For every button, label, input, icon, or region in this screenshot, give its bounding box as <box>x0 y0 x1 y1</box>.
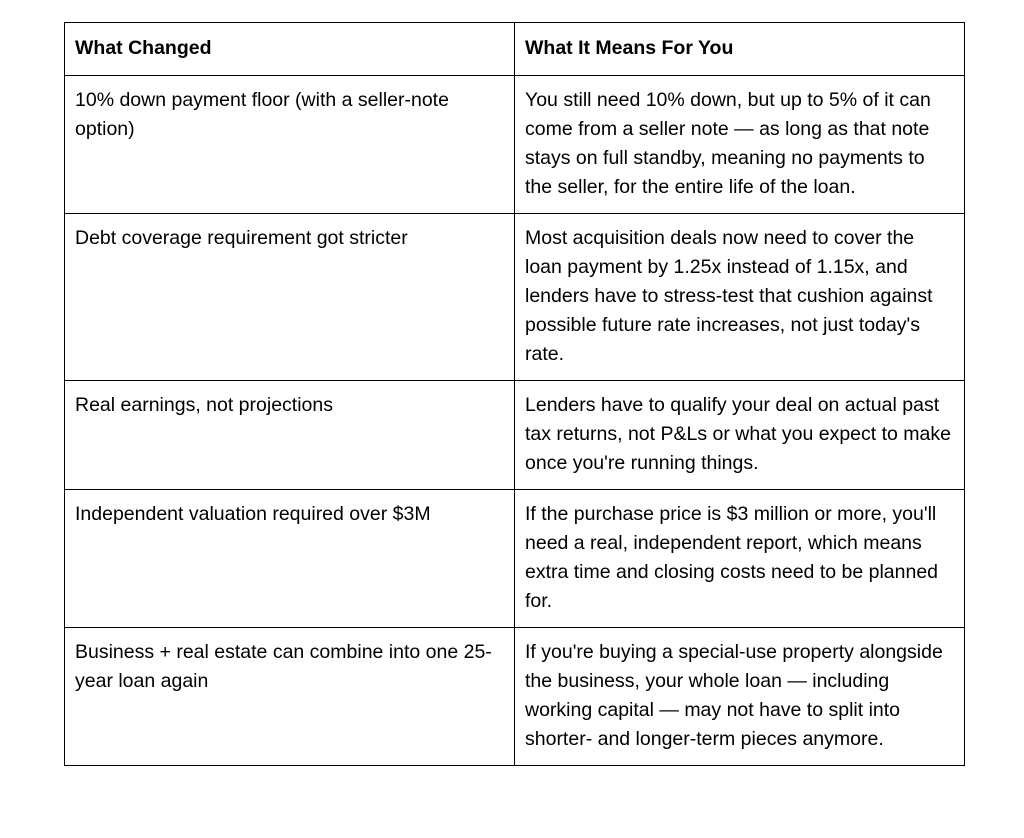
cell-change: Independent valuation required over $3M <box>65 490 515 628</box>
cell-meaning: You still need 10% down, but up to 5% of it can come from a seller note — as long as that note stays on full standby, meaning no payments to the seller, for the entire life of the loan. <box>515 76 965 214</box>
changes-table <box>64 22 965 766</box>
table-row <box>65 381 965 490</box>
cell-change: Debt coverage requirement got stricter <box>65 214 515 381</box>
cell-meaning: If the purchase price is $3 million or more, you'll need a real, independent report, which means extra time and closing costs need to be planned for. <box>515 490 965 628</box>
table-row <box>65 214 965 381</box>
cell-meaning: If you're buying a special-use property alongside the business, your whole loan — including working capital — may not have to split into shorter- and longer-term pieces anymore. <box>515 628 965 766</box>
cell-meaning: Lenders have to qualify your deal on actual past tax returns, not P&Ls or what you expect to make once you're running things. <box>515 381 965 490</box>
table-row <box>65 76 965 214</box>
table-header-row <box>65 23 965 76</box>
cell-meaning: Most acquisition deals now need to cover the loan payment by 1.25x instead of 1.15x, and lenders have to stress-test that cushion against possible future rate increases, not just today's rate. <box>515 214 965 381</box>
table-row <box>65 628 965 766</box>
header-what-it-means: What It Means For You <box>515 23 965 76</box>
cell-change: 10% down payment floor (with a seller-note option) <box>65 76 515 214</box>
cell-change: Business + real estate can combine into one 25-year loan again <box>65 628 515 766</box>
changes-table-container <box>64 22 964 766</box>
header-what-changed: What Changed <box>65 23 515 76</box>
cell-change: Real earnings, not projections <box>65 381 515 490</box>
table-row <box>65 490 965 628</box>
